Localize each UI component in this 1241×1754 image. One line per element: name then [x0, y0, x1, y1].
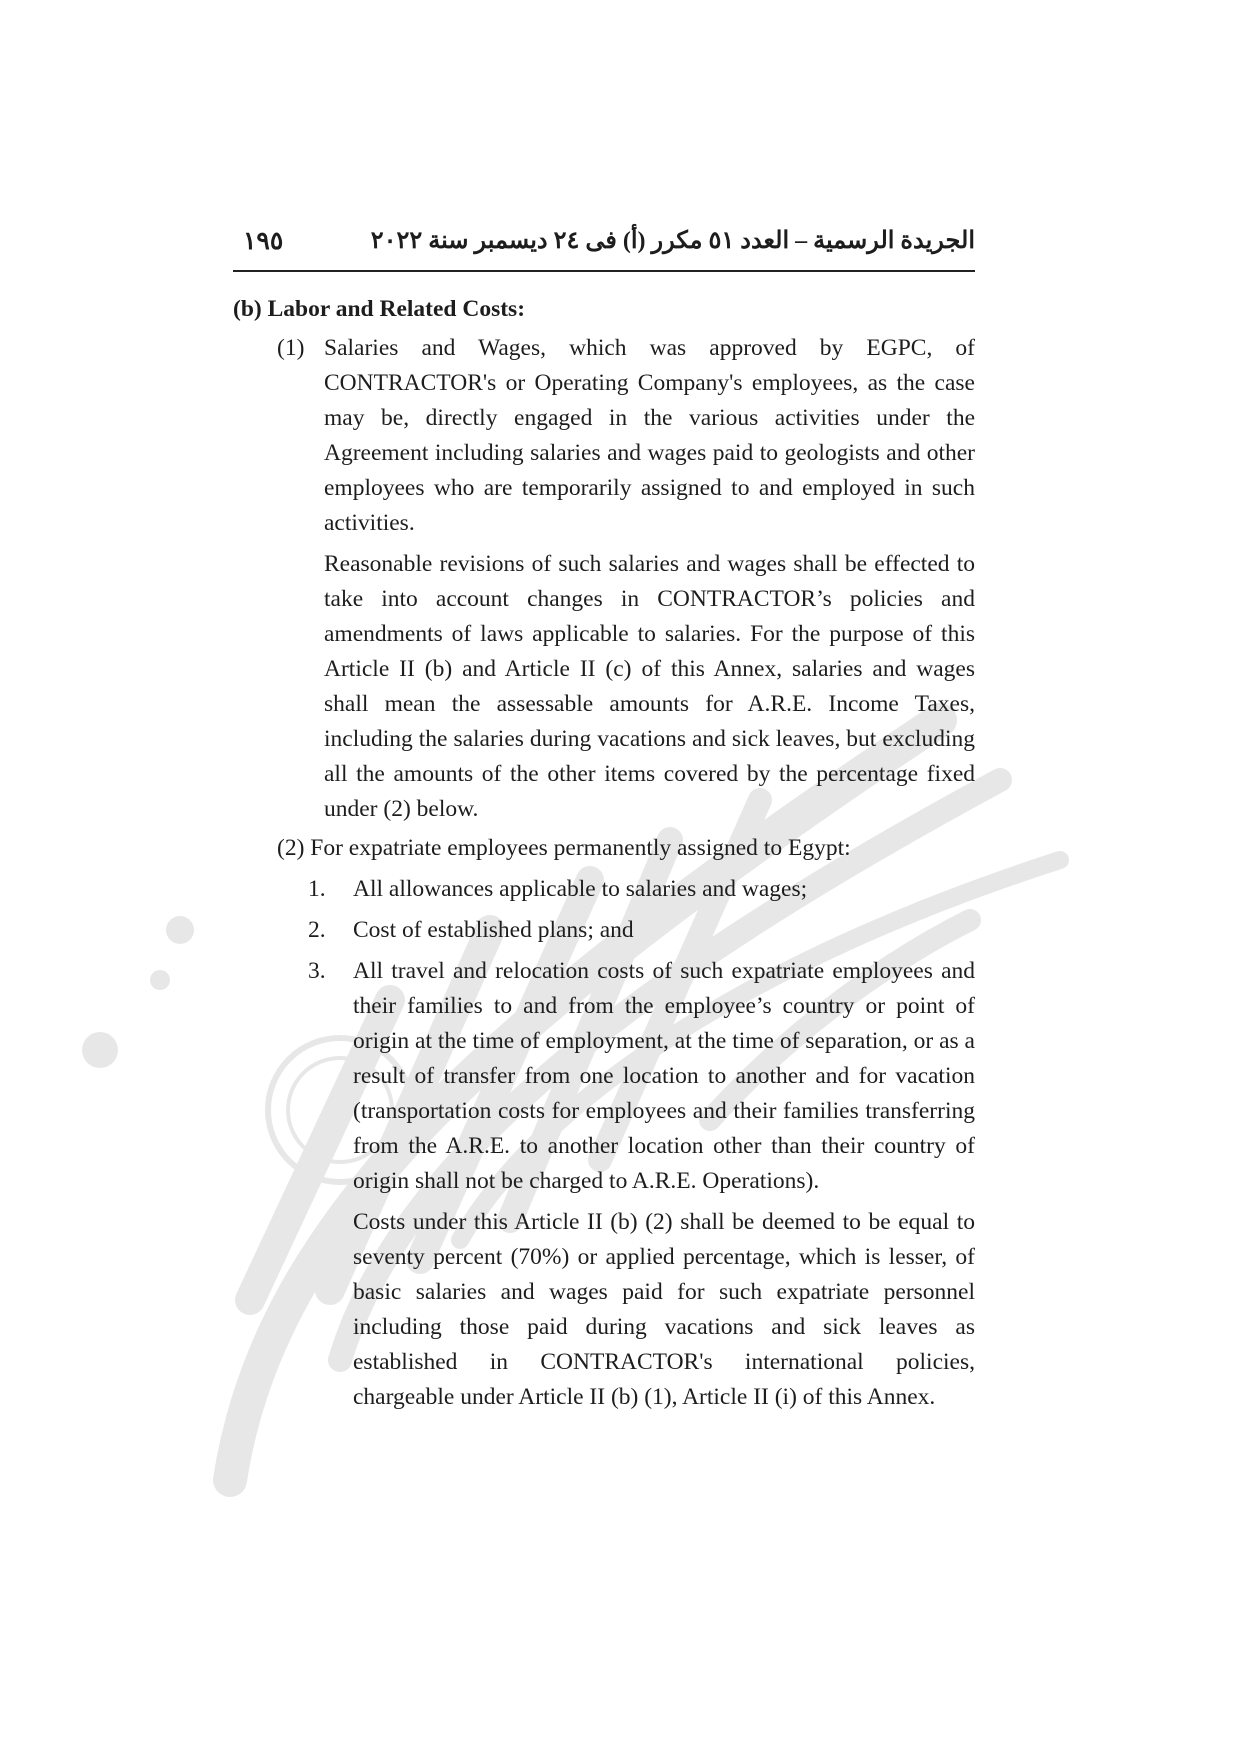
- list-item: [233, 872, 975, 907]
- item-1-paragraph-2: Reasonable revisions of such salaries and wages shall be effected to take into account changes in CONTRACTOR’s policies and amendments of laws applicable to salaries. For the purpose of this Article II (b) and Article II (c) of this Annex, salaries and wages shall mean the assessable amounts for A.R.E. Income Taxes, including the salaries during vacations and sick leaves, but excluding all the amounts of the other items covered by the percentage fixed under (2) below.: [324, 551, 975, 822]
- list-item-text: All allowances applicable to salaries and wages;: [353, 876, 808, 902]
- list-item-text: Cost of established plans; and: [353, 917, 634, 943]
- header-rule: [233, 270, 975, 272]
- list-item-number: 3.: [308, 958, 326, 984]
- list-item: [233, 913, 975, 948]
- item-1-paragraph-1: Salaries and Wages, which was approved by EGPC, of CONTRACTOR's or Operating Company's employees, as the case may be, directly engaged in the various activities under the Agreement including salaries and wages paid to geologists and other employees who are temporarily assigned to and employed in such activities.: [324, 335, 975, 536]
- list-item-number: 2.: [308, 917, 326, 943]
- item-2-intro: (2) For expatriate employees permanently assigned to Egypt:: [277, 835, 851, 861]
- gazette-title: الجريدة الرسمية – العدد ٥١ مكرر (أ) فى ٢٤ ديسمبر سنة ٢٠٢٢: [370, 228, 975, 254]
- page-header: [233, 226, 975, 270]
- list-item-text: All travel and relocation costs of such expatriate employees and their families to and from the employee’s country or point of origin at the time of employment, at the time of separation, or as a result of transfer from one location to another and for vacation (transportation costs for employees and their families transferring from the A.R.E. to another location other than their country of origin shall not be charged to A.R.E. Operations).: [353, 958, 975, 1194]
- page-number: ١٩٥: [243, 228, 284, 255]
- list-item: [233, 954, 975, 1415]
- item-1-marker: (1): [277, 335, 305, 361]
- item-1: [233, 331, 975, 827]
- section-heading: (b) Labor and Related Costs:: [233, 296, 526, 322]
- document-body: [233, 292, 975, 1415]
- closing-paragraph: Costs under this Article II (b) (2) shall be deemed to be equal to seventy percent (70%) or applied percentage, which is lesser, of basic salaries and wages paid for such expatriate personnel including those paid during vacations and sick leaves as established in CONTRACTOR's international policies, chargeable under Article II (b) (1), Article II (i) of this Annex.: [353, 1209, 975, 1410]
- list-item-number: 1.: [308, 876, 326, 902]
